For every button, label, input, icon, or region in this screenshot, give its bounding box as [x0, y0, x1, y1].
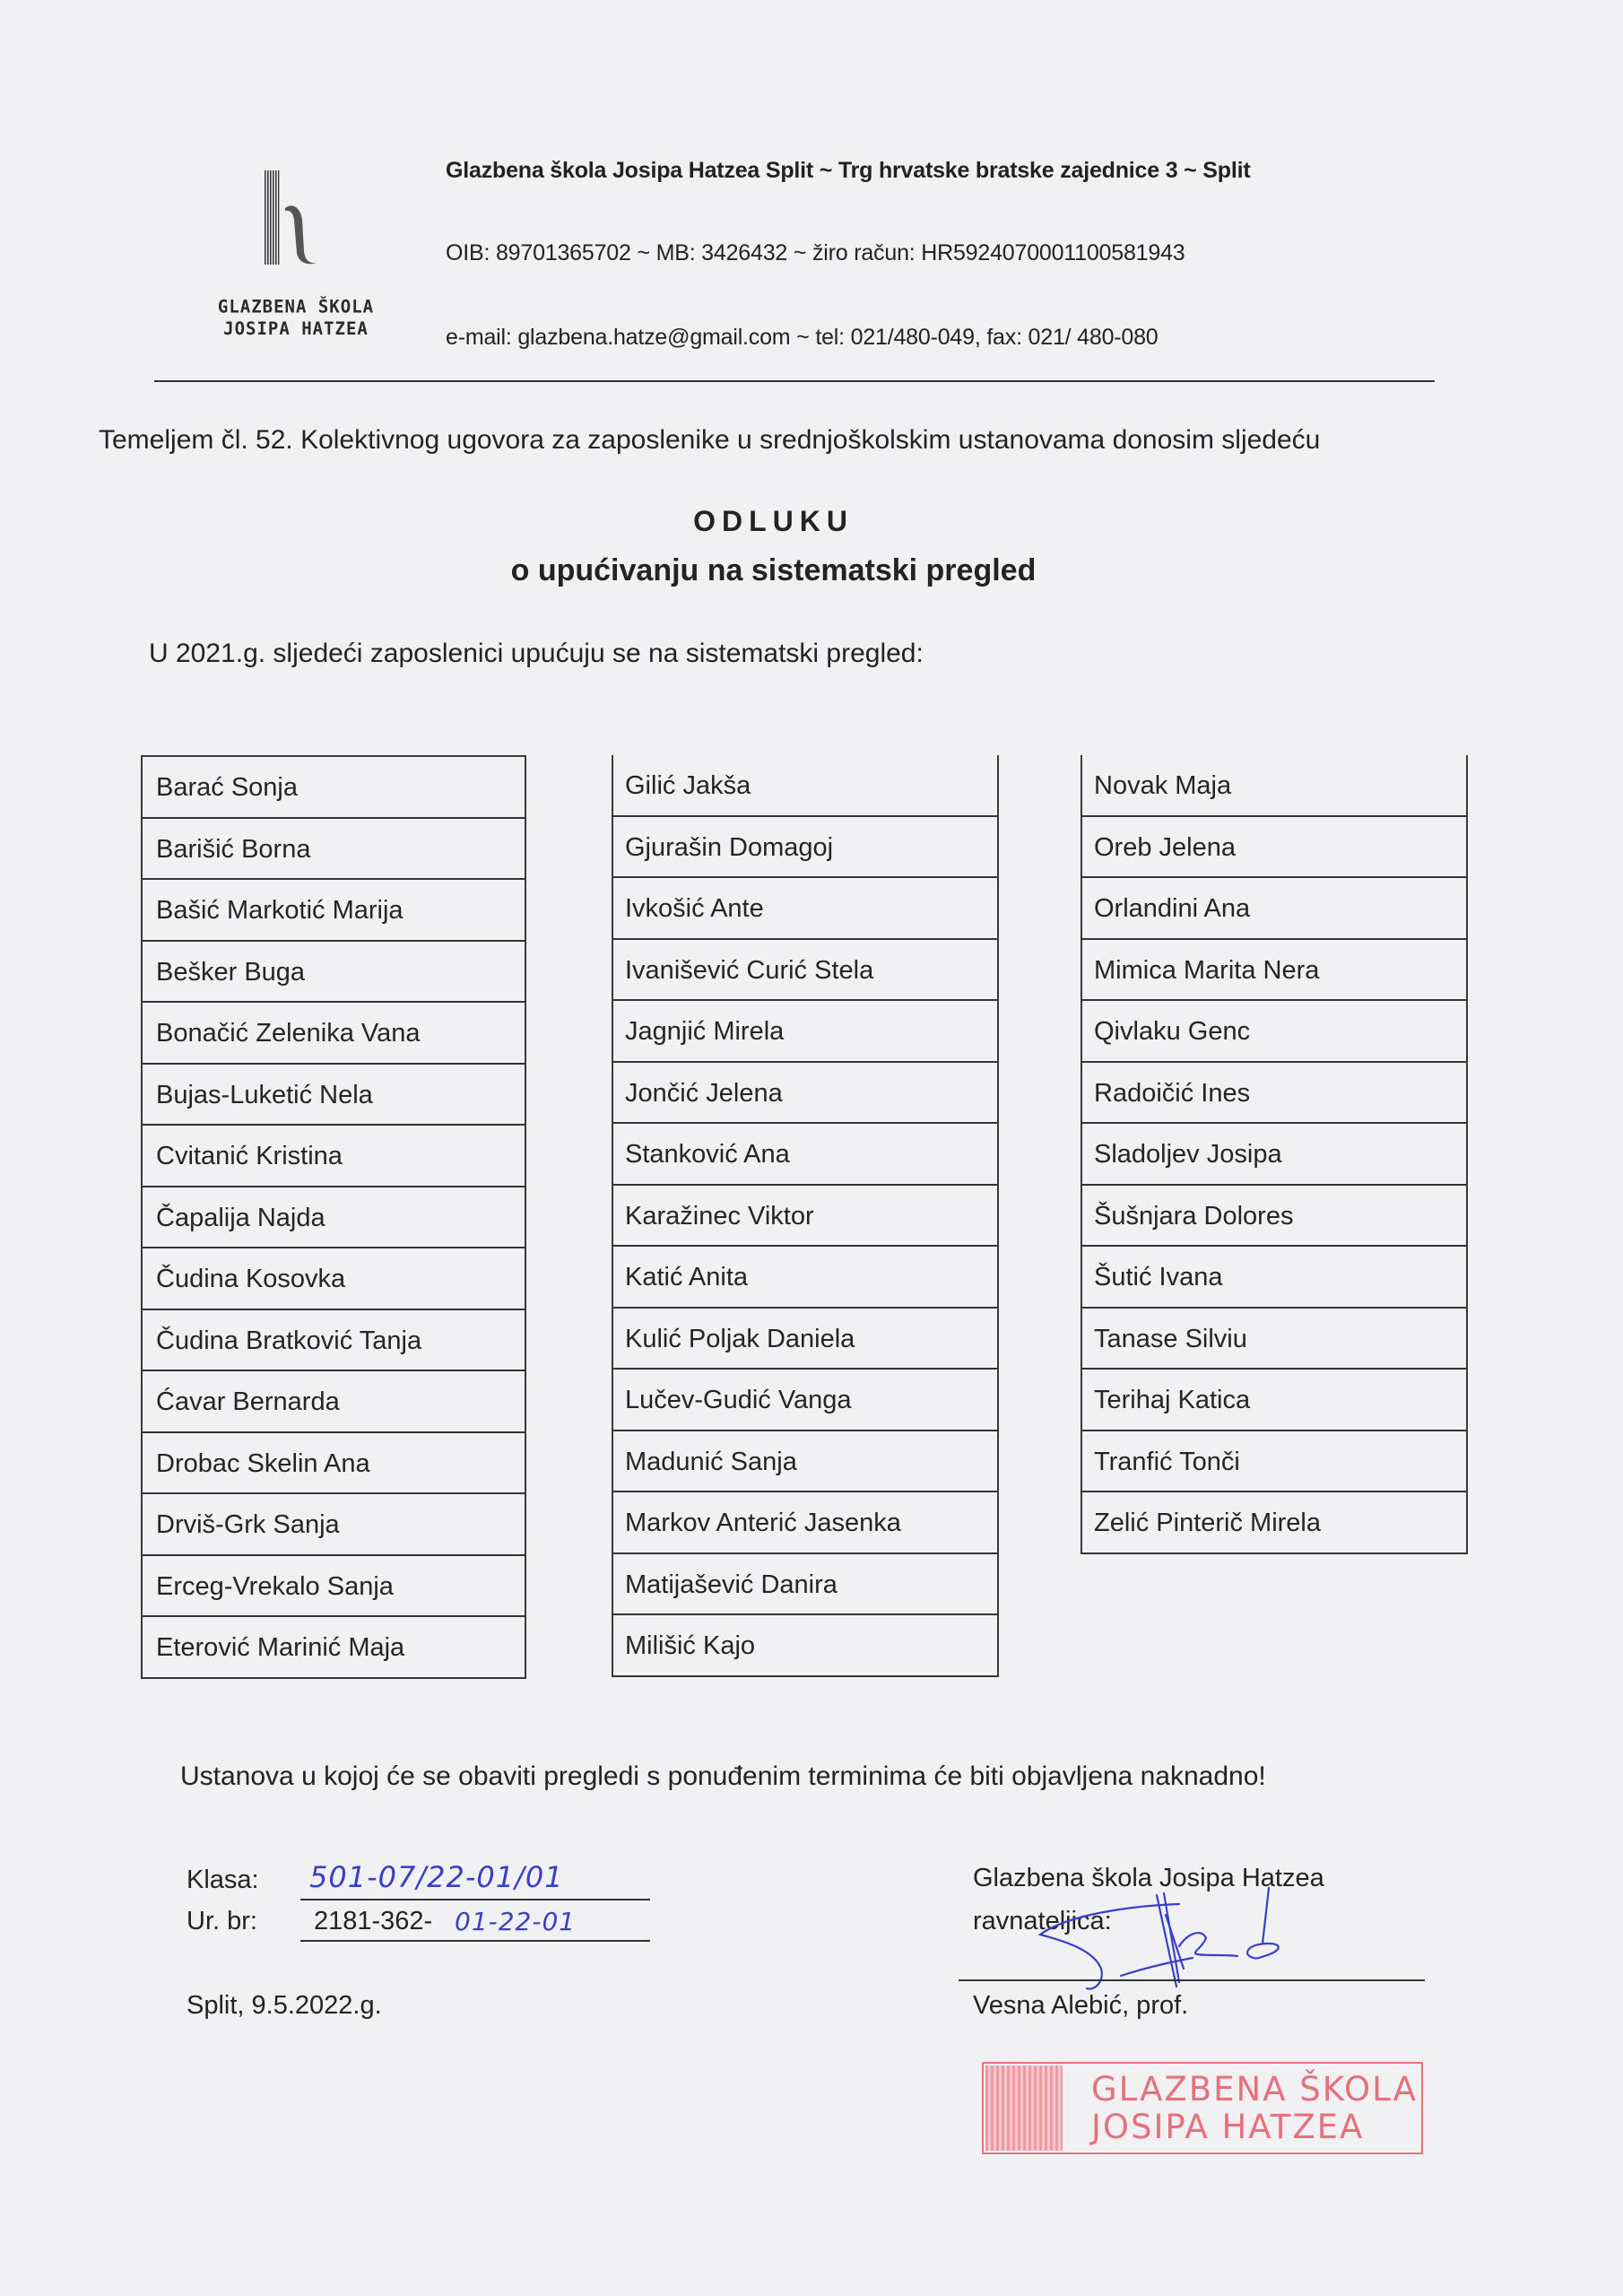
school-stamp	[982, 2062, 1423, 2154]
klasa-underline	[300, 1899, 650, 1900]
letterhead-address: Glazbena škola Josipa Hatzea Split ~ Trg hrvatske bratske zajednice 3 ~ Split	[446, 158, 1251, 183]
stamp-line1: GLAZBENA ŠKOLA	[1091, 2070, 1418, 2109]
employee-name-cell: Stanković Ana	[613, 1124, 997, 1186]
employee-name-cell: Bonačić Zelenika Vana	[143, 1003, 525, 1065]
urbr-label: Ur. br:	[187, 1907, 257, 1935]
employee-name-cell: Terihaj Katica	[1082, 1370, 1466, 1431]
employee-name-cell: Ćavar Bernarda	[143, 1371, 525, 1433]
employee-name-cell: Bešker Buga	[143, 942, 525, 1004]
employee-name-cell: Bujas-Luketić Nela	[143, 1065, 525, 1126]
urbr-value-handwritten: 01-22-01	[455, 1907, 577, 1936]
employee-name-cell: Drviš-Grk Sanja	[143, 1494, 525, 1556]
signatory-name: Vesna Alebić, prof.	[973, 1991, 1189, 2020]
employee-name-cell: Oreb Jelena	[1082, 817, 1466, 879]
school-logo-h-icon	[265, 170, 336, 269]
employee-name-cell: Šušnjara Dolores	[1082, 1186, 1466, 1248]
letterhead-divider	[154, 380, 1435, 382]
klasa-value-handwritten: 501-07/22-01/01	[309, 1860, 564, 1894]
employee-name-cell: Madunić Sanja	[613, 1431, 997, 1493]
urbr-underline	[300, 1940, 650, 1942]
employee-name-cell: Jagnjić Mirela	[613, 1001, 997, 1063]
place-date: Split, 9.5.2022.g.	[187, 1991, 382, 2020]
employee-name-cell: Ivanišević Curić Stela	[613, 940, 997, 1002]
employee-name-cell: Gilić Jakša	[613, 755, 997, 817]
signature-line	[959, 1979, 1425, 1981]
klasa-label: Klasa:	[187, 1866, 259, 1894]
employee-name-cell: Čapalija Najda	[143, 1187, 525, 1249]
document-subtitle: o upućivanju na sistematski pregled	[510, 553, 1037, 587]
employee-name-cell: Radoičić Ines	[1082, 1063, 1466, 1125]
employee-name-cell: Milišić Kajo	[613, 1615, 997, 1677]
employee-name-cell: Tanase Silviu	[1082, 1309, 1466, 1370]
logo-text-line2: JOSIPA HATZEA	[223, 318, 369, 340]
employee-name-cell: Bašić Markotić Marija	[143, 880, 525, 942]
employee-name-cell: Orlandini Ana	[1082, 878, 1466, 940]
employee-name-cell: Mimica Marita Nera	[1082, 940, 1466, 1002]
employee-name-cell: Ivkošić Ante	[613, 878, 997, 940]
employee-name-cell: Katić Anita	[613, 1247, 997, 1309]
stamp-text	[1091, 2071, 1418, 2146]
employee-name-cell: Drobac Skelin Ana	[143, 1433, 525, 1495]
employee-list-column-2	[612, 755, 999, 1677]
employee-name-cell: Gjurašin Domagoj	[613, 817, 997, 879]
letterhead-ids: OIB: 89701365702 ~ MB: 3426432 ~ žiro račun: HR5924070001100581943	[446, 240, 1185, 265]
employee-name-cell: Eterović Marinić Maja	[143, 1617, 525, 1679]
employee-name-cell: Barišić Borna	[143, 819, 525, 881]
document-title: ODLUKU	[693, 505, 854, 537]
employee-list-column-3	[1081, 755, 1468, 1554]
employee-list-column-1	[141, 755, 526, 1679]
employee-name-cell: Čudina Bratković Tanja	[143, 1310, 525, 1372]
stamp-logo-icon	[985, 2066, 1063, 2151]
employee-name-cell: Sladoljev Josipa	[1082, 1124, 1466, 1186]
employee-name-cell: Markov Anterić Jasenka	[613, 1492, 997, 1554]
urbr-value-printed: 2181-362-	[314, 1907, 433, 1935]
school-logo-text	[202, 297, 390, 340]
employee-name-cell: Barać Sonja	[143, 757, 525, 819]
handwritten-signature-icon	[1031, 1879, 1318, 1996]
employee-name-cell: Qivlaku Genc	[1082, 1001, 1466, 1063]
notice-text: Ustanova u kojoj će se obaviti pregledi s ponuđenim terminima će biti objavljena naknadno!	[180, 1761, 1266, 1791]
employee-name-cell: Novak Maja	[1082, 755, 1466, 817]
employee-name-cell: Jončić Jelena	[613, 1063, 997, 1125]
employee-name-cell: Karažinec Viktor	[613, 1186, 997, 1248]
stamp-line2: JOSIPA HATZEA	[1091, 2108, 1365, 2146]
employee-name-cell: Matijašević Danira	[613, 1554, 997, 1616]
signature-org: Glazbena škola Josipa Hatzea	[973, 1864, 1324, 1892]
employee-name-cell: Tranfić Tonči	[1082, 1431, 1466, 1493]
employee-name-cell: Erceg-Vrekalo Sanja	[143, 1556, 525, 1618]
employee-name-cell: Kulić Poljak Daniela	[613, 1309, 997, 1370]
employee-name-cell: Lučev-Gudić Vanga	[613, 1370, 997, 1431]
employee-name-cell: Šutić Ivana	[1082, 1247, 1466, 1309]
lead-sentence: U 2021.g. sljedeći zaposlenici upućuju se na sistematski pregled:	[149, 639, 924, 668]
intro-paragraph: Temeljem čl. 52. Kolektivnog ugovora za zaposlenike u srednjoškolskim ustanovama donosim sljedeću	[99, 425, 1321, 455]
employee-name-cell: Cvitanić Kristina	[143, 1126, 525, 1187]
employee-name-cell: Zelić Pinterič Mirela	[1082, 1492, 1466, 1554]
employee-name-cell: Čudina Kosovka	[143, 1248, 525, 1310]
logo-text-line1: GLAZBENA ŠKOLA	[217, 296, 375, 317]
letterhead-contact: e-mail: glazbena.hatze@gmail.com ~ tel: 021/480-049, fax: 021/ 480-080	[446, 325, 1159, 350]
signature-role: ravnateljica:	[973, 1907, 1112, 1935]
